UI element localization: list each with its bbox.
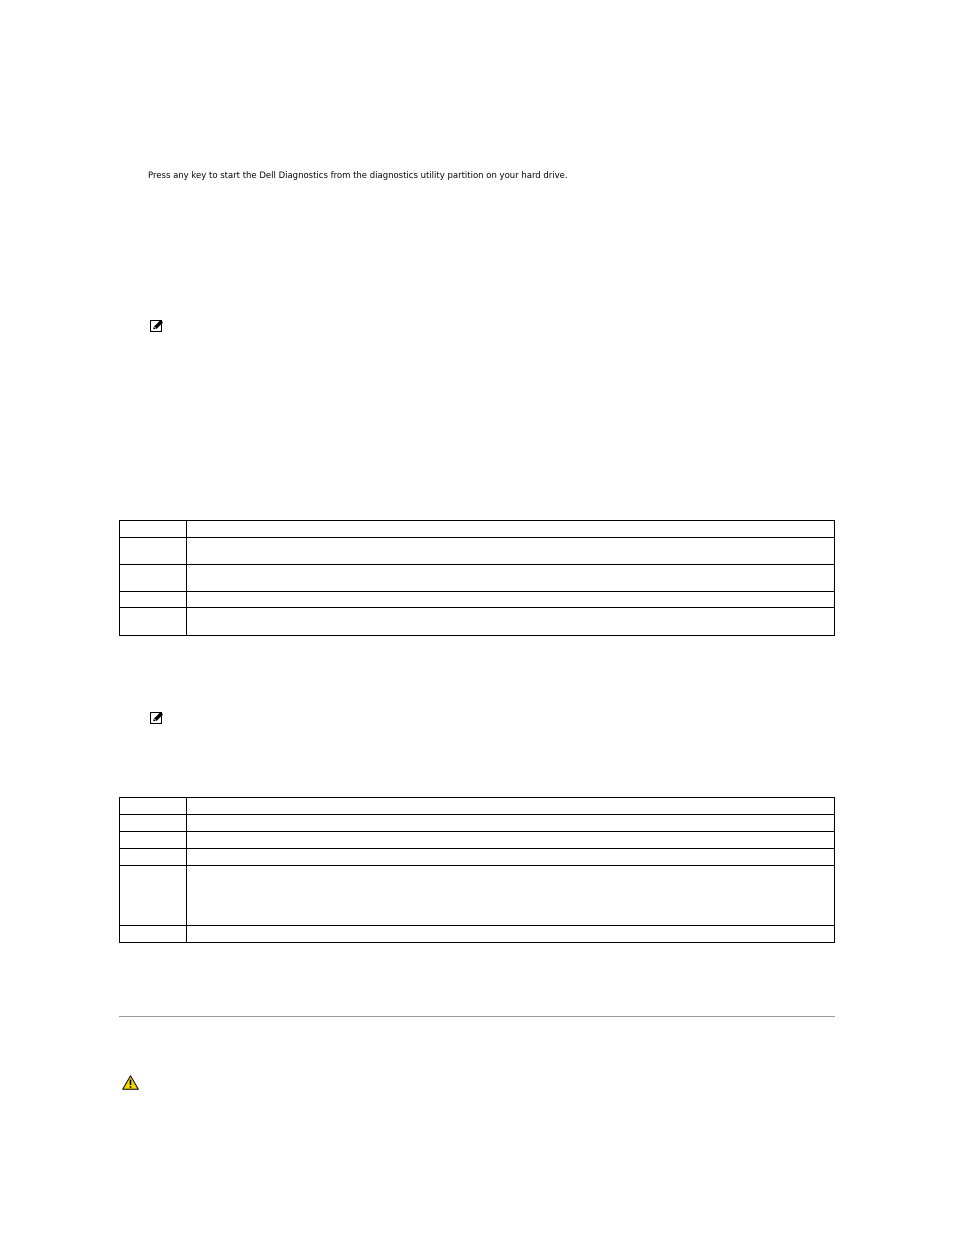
table-row <box>120 538 835 565</box>
table-row <box>120 608 835 636</box>
table-cell <box>120 926 187 943</box>
table-2 <box>119 797 835 943</box>
note-pencil-icon <box>150 320 164 332</box>
table-row <box>120 832 835 849</box>
table-cell <box>187 798 835 815</box>
table-cell <box>187 866 835 926</box>
table-1 <box>119 520 835 636</box>
section-divider <box>119 1016 835 1017</box>
table-row <box>120 926 835 943</box>
table-cell <box>187 521 835 538</box>
table-row <box>120 798 835 815</box>
table-row <box>120 521 835 538</box>
table-cell <box>187 815 835 832</box>
caution-triangle-icon <box>122 1075 139 1090</box>
table-cell <box>187 565 835 592</box>
table-cell <box>187 926 835 943</box>
table-cell <box>120 592 187 608</box>
table-row <box>120 866 835 926</box>
note-pencil-icon <box>150 712 164 724</box>
table-cell <box>187 538 835 565</box>
table-cell <box>120 538 187 565</box>
table-row <box>120 592 835 608</box>
table-cell <box>120 521 187 538</box>
table-cell <box>187 592 835 608</box>
table-row <box>120 849 835 866</box>
table-cell <box>120 815 187 832</box>
instruction-text: Press any key to start the Dell Diagnostics from the diagnostics utility partition on your hard drive. <box>148 171 568 181</box>
table-cell <box>187 849 835 866</box>
table-row <box>120 815 835 832</box>
table-cell <box>187 608 835 636</box>
table-row <box>120 565 835 592</box>
table-cell <box>120 866 187 926</box>
table-cell <box>187 832 835 849</box>
table-cell <box>120 798 187 815</box>
table-cell <box>120 565 187 592</box>
table-cell <box>120 832 187 849</box>
table-cell <box>120 608 187 636</box>
table-cell <box>120 849 187 866</box>
